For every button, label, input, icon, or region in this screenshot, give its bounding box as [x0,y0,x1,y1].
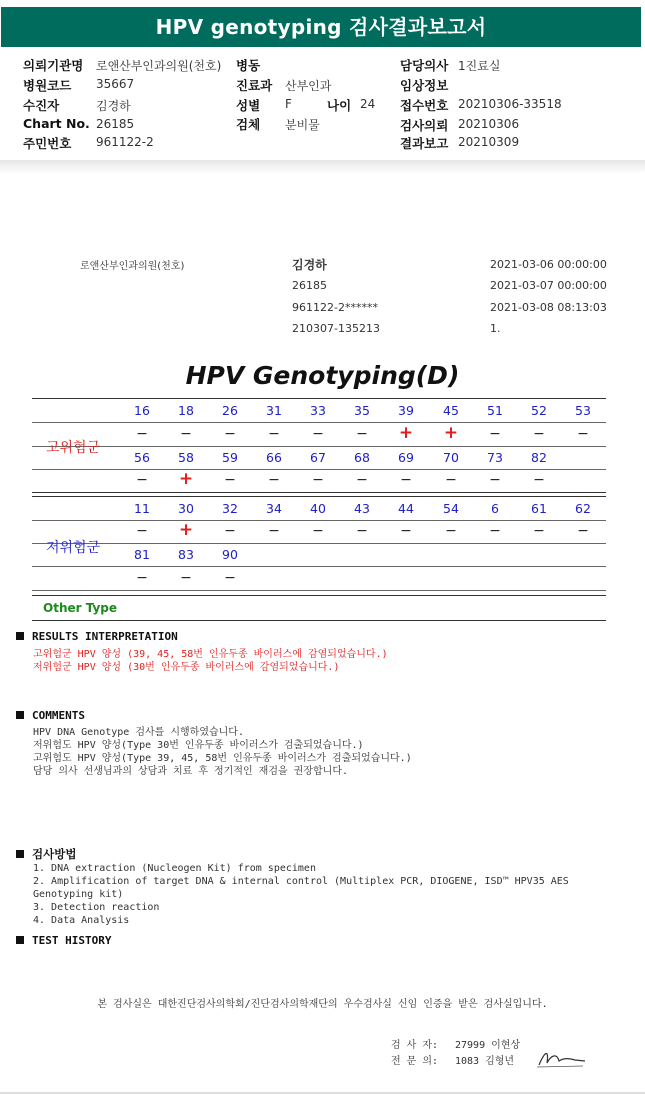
hpv-type-44: 44 [398,501,414,516]
hospital-code-label: 병원코드 [23,78,72,93]
bullet-square-icon [16,632,24,640]
hpv-result-44: − [400,523,412,539]
hpv-type-34: 34 [266,501,282,516]
method-heading-text: 검사방법 [32,847,77,861]
method-heading [16,846,76,862]
high-risk-label: 고위험군 [46,440,101,456]
ward-label: 병동 [236,58,261,73]
table-bottom-rule [32,620,606,621]
table-rule [32,469,606,470]
hpv-result-70: − [445,472,457,488]
hpv-result-33: − [312,426,324,442]
hpv-result-18: − [180,426,192,442]
hpv-type-59: 59 [222,450,238,465]
hpv-result-35: − [356,426,368,442]
info-patient-name: 김경하 [292,258,327,272]
hpv-result-81: − [136,570,148,586]
genotyping-title: HPV Genotyping(D) [185,361,460,390]
signature-icon [535,1045,590,1071]
table-rule [32,595,606,596]
hpv-type-11: 11 [134,501,150,516]
results-line-1: 고위험군 HPV 양성 (39, 45, 58번 인유두종 바이러스에 감염되었습니다.) [33,649,388,660]
certification-text: 본 검사실은 대한진단검사의학회/진단검사의학재단의 우수검사실 신임 인증을 받은 검사실입니다. [97,999,548,1010]
hpv-result-62: − [577,523,589,539]
comments-heading [16,709,85,722]
method-line-2: 2. Amplification of target DNA & internal control (Multiplex PCR, DIOGENE, ISD™ HPV35 AES [33,876,569,887]
hpv-type-33: 33 [310,403,326,418]
group-separator [32,496,606,497]
chart-value: 26185 [96,117,135,131]
report-date-value: 20210309 [458,135,520,149]
ssn-label: 주민번호 [23,136,72,151]
table-rule [32,590,606,591]
group-separator [32,492,606,493]
hpv-type-83: 83 [178,547,194,562]
table-rule [32,543,606,544]
hpv-type-35: 35 [354,403,370,418]
hpv-result-16: − [136,426,148,442]
comment-line-1: HPV DNA Genotype 검사를 시행하였습니다. [33,727,244,738]
hpv-result-54: − [445,523,457,539]
info-date-2: 2021-03-07 00:00:00 [490,279,607,292]
patient-label: 수진자 [23,98,60,113]
hpv-result-66: − [268,472,280,488]
patient-value: 김경하 [96,99,131,113]
other-type-label: Other Type [43,601,118,615]
chart-label: Chart No. [23,116,90,131]
hpv-type-53: 53 [575,403,591,418]
comment-line-4: 담당 의사 선생님과의 상담과 치료 후 정기적인 재검을 권장합니다. [33,766,349,777]
info-date-1: 2021-03-06 00:00:00 [490,258,607,271]
hpv-result-82: − [533,472,545,488]
low-risk-label: 저위험군 [46,540,101,556]
dept-value: 산부인과 [285,79,332,93]
report-header [0,50,645,168]
institution-value: 로앤산부인과의원(천호) [96,59,222,73]
report-date-label: 결과보고 [400,136,449,151]
dept-label: 진료과 [236,78,273,93]
hpv-type-81: 81 [134,547,150,562]
hpv-type-30: 30 [178,501,194,516]
receipt-label: 접수번호 [400,98,449,113]
sex-label: 성별 [236,98,261,113]
hpv-type-6: 6 [491,501,499,516]
hpv-type-45: 45 [443,403,459,418]
hpv-type-69: 69 [398,450,414,465]
institution-label: 의뢰기관명 [23,58,84,73]
hpv-type-51: 51 [487,403,503,418]
bullet-square-icon [16,711,24,719]
method-line-5: 4. Data Analysis [33,915,130,926]
hpv-result-52: − [533,426,545,442]
hpv-result-32: − [224,523,236,539]
hpv-type-66: 66 [266,450,282,465]
doctor-label: 담당의사 [400,58,449,73]
hpv-type-67: 67 [310,450,326,465]
page-bottom-rule [0,1092,645,1094]
info-chart: 26185 [292,279,327,292]
header-shadow [0,160,645,174]
hpv-result-6: − [489,523,501,539]
report-title-bar: HPV genotyping 검사결과보고서 [1,7,641,47]
hpv-type-56: 56 [134,450,150,465]
bullet-square-icon [16,850,24,858]
hpv-result-69: − [400,472,412,488]
results-heading [16,630,178,643]
hpv-type-68: 68 [354,450,370,465]
comments-heading-text: COMMENTS [32,709,85,722]
hpv-result-45: + [443,423,459,443]
hpv-result-61: − [533,523,545,539]
hpv-result-59: − [224,472,236,488]
specialist-value: 1083 김형년 [455,1056,515,1067]
hpv-result-73: − [489,472,501,488]
hpv-type-18: 18 [178,403,194,418]
method-line-3: Genotyping kit) [33,889,124,900]
info-clinic: 로앤산부인과의원(천호) [80,261,185,272]
age-label: 나이 [327,98,352,113]
table-rule [32,520,606,521]
info-page: 1. [490,322,501,335]
hpv-result-40: − [312,523,324,539]
specimen-label: 검체 [236,117,261,132]
results-heading-text: RESULTS INTERPRETATION [32,630,178,643]
specimen-value: 분비물 [285,118,320,132]
hpv-result-30: + [178,520,194,540]
hpv-result-39: + [398,423,414,443]
hpv-type-39: 39 [398,403,414,418]
hpv-type-40: 40 [310,501,326,516]
hpv-result-67: − [312,472,324,488]
hpv-type-54: 54 [443,501,459,516]
hospital-code-value: 35667 [96,77,135,91]
hpv-type-90: 90 [222,547,238,562]
hpv-result-58: + [178,469,194,489]
hpv-type-32: 32 [222,501,238,516]
hpv-result-56: − [136,472,148,488]
bullet-square-icon [16,936,24,944]
test-history-heading [16,934,111,947]
hpv-result-26: − [224,426,236,442]
hpv-type-61: 61 [531,501,547,516]
request-date-label: 검사의뢰 [400,118,449,133]
tester-label: 검 사 자: [391,1040,439,1051]
hpv-result-68: − [356,472,368,488]
hpv-result-53: − [577,426,589,442]
clinical-info-label: 임상정보 [400,78,449,93]
ssn-value: 961122-2 [96,135,154,149]
hpv-type-43: 43 [354,501,370,516]
hpv-result-51: − [489,426,501,442]
hpv-type-52: 52 [531,403,547,418]
doctor-value: 1진료실 [458,59,501,73]
hpv-type-58: 58 [178,450,194,465]
method-line-1: 1. DNA extraction (Nucleogen Kit) from specimen [33,863,316,874]
hpv-type-73: 73 [487,450,503,465]
hpv-result-31: − [268,426,280,442]
hpv-type-82: 82 [531,450,547,465]
hpv-type-70: 70 [443,450,459,465]
receipt-value: 20210306-33518 [458,97,562,111]
specialist-label: 전 문 의: [391,1056,439,1067]
table-rule [32,566,606,567]
info-ssn: 961122-2****** [292,301,378,314]
hpv-result-11: − [136,523,148,539]
hpv-type-31: 31 [266,403,282,418]
test-history-heading-text: TEST HISTORY [32,934,112,947]
info-date-3: 2021-03-08 08:13:03 [490,301,607,314]
method-line-4: 3. Detection reaction [33,902,160,913]
hpv-type-26: 26 [222,403,238,418]
hpv-result-43: − [356,523,368,539]
table-top-rule [32,398,606,399]
results-line-2: 저위험군 HPV 양성 (30번 인유두종 바이러스에 감염되었습니다.) [33,662,340,673]
comment-line-2: 저위험도 HPV 양성(Type 30번 인유두종 바이러스가 검출되었습니다.) [33,740,364,751]
table-rule [32,446,606,447]
hpv-type-16: 16 [134,403,150,418]
tester-value: 27999 이현상 [455,1040,521,1051]
hpv-result-34: − [268,523,280,539]
sex-value: F [285,97,292,111]
hpv-result-83: − [180,570,192,586]
comment-line-3: 고위험도 HPV 양성(Type 39, 45, 58번 인유두종 바이러스가 검출되었습니다.) [33,753,412,764]
table-rule [32,422,606,423]
request-date-value: 20210306 [458,117,520,131]
hpv-type-62: 62 [575,501,591,516]
age-value: 24 [360,97,376,111]
info-sample-id: 210307-135213 [292,322,380,335]
hpv-result-90: − [224,570,236,586]
